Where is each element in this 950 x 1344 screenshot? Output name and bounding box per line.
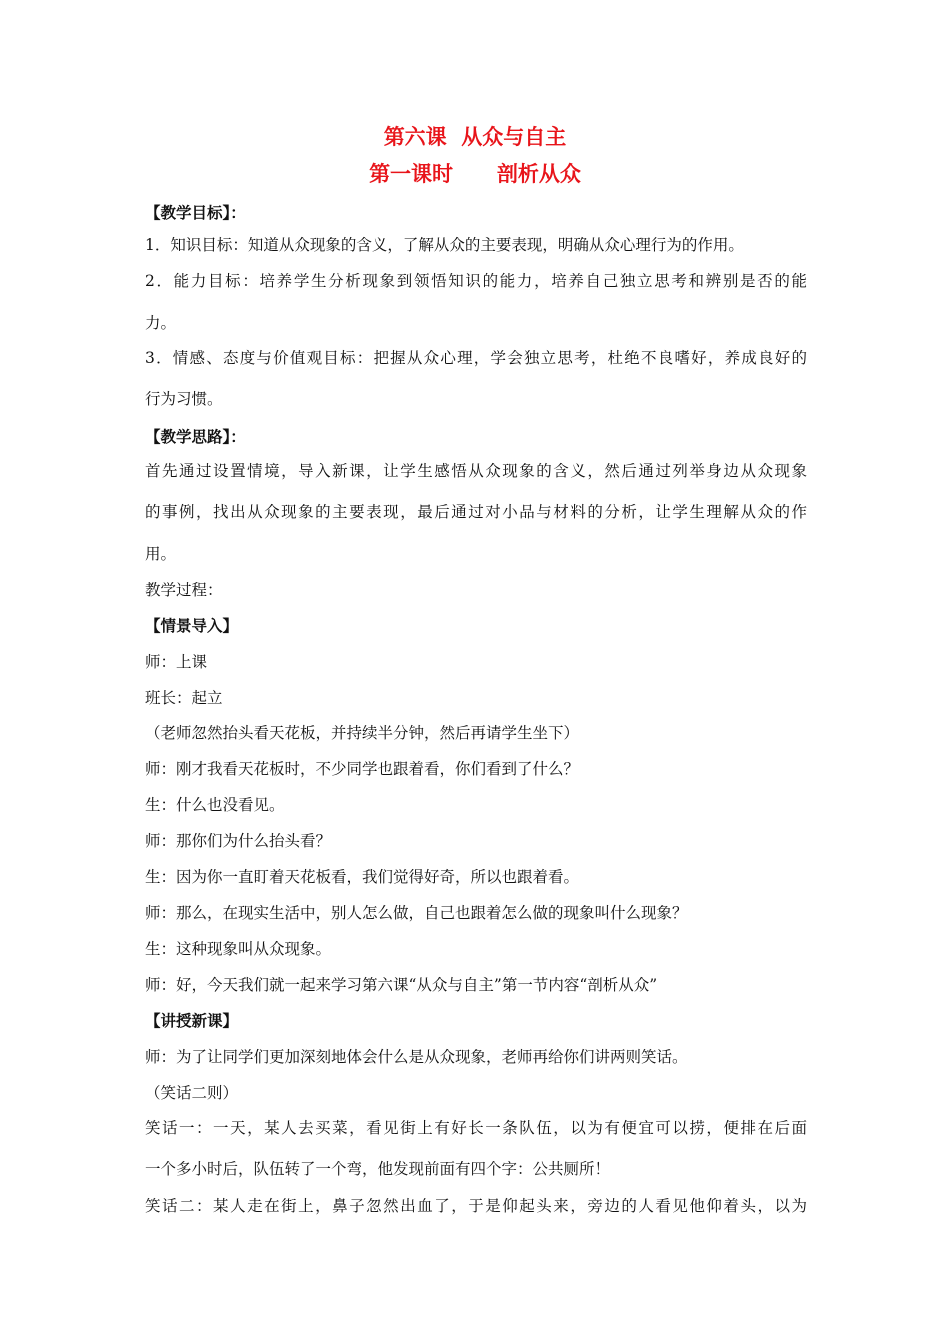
text-line: 教学过程： [145,581,223,599]
text-line: 师：好，今天我们就一起来学习第六课“从众与自主”第一节内容“剖析从众” [145,976,658,994]
text-line: 力。 [145,314,177,332]
text-line: 生：什么也没看见。 [145,796,285,814]
text-line: 3．情感、态度与价值观目标：把握从众心理，学会独立思考，杜绝不良嗜好，养成良好的 [145,349,807,367]
heading-teaching-ideas: 【教学思路】： [145,427,246,446]
heading-new-lesson: 【讲授新课】 [145,1011,239,1030]
text-line: 一个多小时后，队伍转了一个弯，他发现前面有四个字：公共厕所！ [145,1160,611,1178]
text-line: （老师忽然抬头看天花板，并持续半分钟，然后再请学生坐下） [145,724,580,742]
text-line: （笑话二则） [145,1084,239,1102]
lesson-title: 第六课 从众与自主 [383,125,567,149]
text-line: 2．能力目标：培养学生分析现象到领悟知识的能力，培养自己独立思考和辨别是否的能 [145,272,807,290]
text-line: 生：这种现象叫从众现象。 [145,940,332,958]
text-line: 用。 [145,545,177,563]
text-line: 生：因为你一直盯着天花板看，我们觉得好奇，所以也跟着看。 [145,868,580,886]
text-line: 行为习惯。 [145,390,223,408]
text-line: 的事例，找出从众现象的主要表现，最后通过对小品与材料的分析，让学生理解从众的作 [145,503,807,521]
text-line: 师：那你们为什么抬头看？ [145,832,332,850]
text-line: 笑话一：一天，某人去买菜，看见街上有好长一条队伍，以为有便宜可以捞，便排在后面 [145,1119,807,1137]
text-line: 师：为了让同学们更加深刻地体会什么是从众现象，老师再给你们讲两则笑话。 [145,1048,688,1066]
text-line: 师：那么，在现实生活中，别人怎么做，自己也跟着怎么做的现象叫什么现象？ [145,904,688,922]
text-line: 1．知识目标：知道从众现象的含义，了解从众的主要表现，明确从众心理行为的作用。 [145,236,744,254]
text-line: 师：刚才我看天花板时，不少同学也跟着看，你们看到了什么？ [145,760,580,778]
heading-scene-intro: 【情景导入】 [145,616,239,635]
lesson-subtitle: 第一课时 剖析从众 [369,162,581,186]
text-line: 师：上课 [145,653,208,671]
heading-teaching-goals: 【教学目标】： [145,203,246,222]
text-line: 首先通过设置情境，导入新课，让学生感悟从众现象的含义，然后通过列举身边从众现象 [145,462,807,480]
text-line: 班长：起立 [145,689,223,707]
text-line: 笑话二：某人走在街上，鼻子忽然出血了，于是仰起头来，旁边的人看见他仰着头，以为 [145,1197,807,1215]
